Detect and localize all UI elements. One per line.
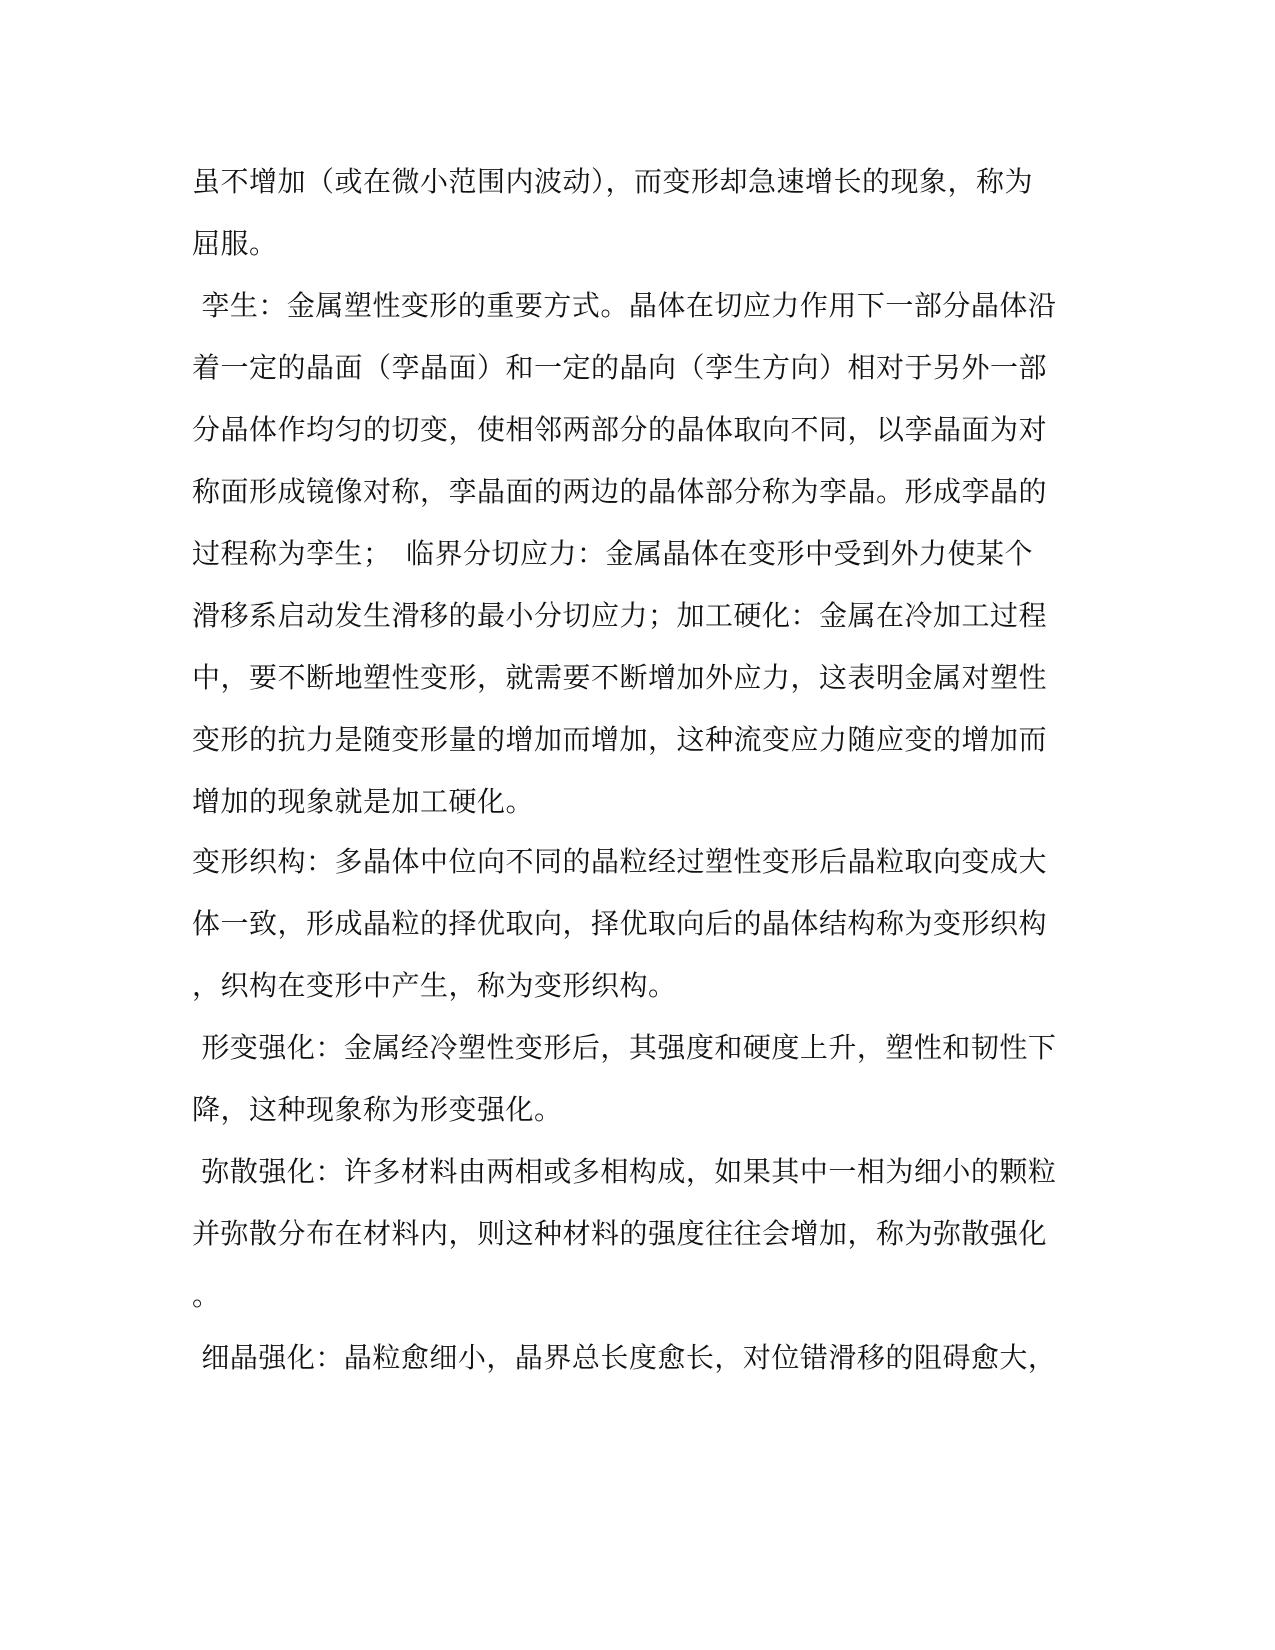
text-line: 弥散强化：许多材料由两相或多相构成，如果其中一相为细小的颗粒 xyxy=(192,1155,1057,1188)
text-line: 着一定的晶面（孪晶面）和一定的晶向（孪生方向）相对于另外一部 xyxy=(192,351,1048,384)
text-line: 屈服。 xyxy=(192,227,278,260)
text-line: 分晶体作均匀的切变，使相邻两部分的晶体取向不同，以孪晶面为对 xyxy=(192,413,1048,446)
text-line: 滑移系启动发生滑移的最小分切应力；加工硬化：金属在冷加工过程 xyxy=(192,599,1048,632)
text-line: ，织构在变形中产生，称为变形织构。 xyxy=(192,969,677,1002)
text-line: 增加的现象就是加工硬化。 xyxy=(192,785,535,818)
text-line: 中，要不断地塑性变形，就需要不断增加外应力，这表明金属对塑性 xyxy=(192,661,1048,694)
text-line: 体一致，形成晶粒的择优取向，择优取向后的晶体结构称为变形织构 xyxy=(192,907,1048,940)
text-line: 并弥散分布在材料内，则这种材料的强度往往会增加，称为弥散强化 xyxy=(192,1217,1048,1250)
text-line: 细晶强化：晶粒愈细小，晶界总长度愈长，对位错滑移的阻碍愈大， xyxy=(192,1341,1057,1374)
text-line: 变形织构：多晶体中位向不同的晶粒经过塑性变形后晶粒取向变成大 xyxy=(192,845,1048,878)
text-line: 。 xyxy=(192,1279,221,1312)
text-line: 虽不增加（或在微小范围内波动），而变形却急速增长的现象，称为 xyxy=(192,165,1034,198)
text-line: 过程称为孪生； 临界分切应力：金属晶体在变形中受到外力使某个 xyxy=(192,537,1034,570)
text-line: 变形的抗力是随变形量的增加而增加，这种流变应力随应变的增加而 xyxy=(192,723,1048,756)
text-line: 形变强化：金属经冷塑性变形后，其强度和硬度上升，塑性和韧性下 xyxy=(192,1031,1057,1064)
text-line: 降，这种现象称为形变强化。 xyxy=(192,1093,563,1126)
text-line: 称面形成镜像对称，孪晶面的两边的晶体部分称为孪晶。形成孪晶的 xyxy=(192,475,1048,508)
text-line: 孪生：金属塑性变形的重要方式。晶体在切应力作用下一部分晶体沿 xyxy=(192,289,1057,322)
